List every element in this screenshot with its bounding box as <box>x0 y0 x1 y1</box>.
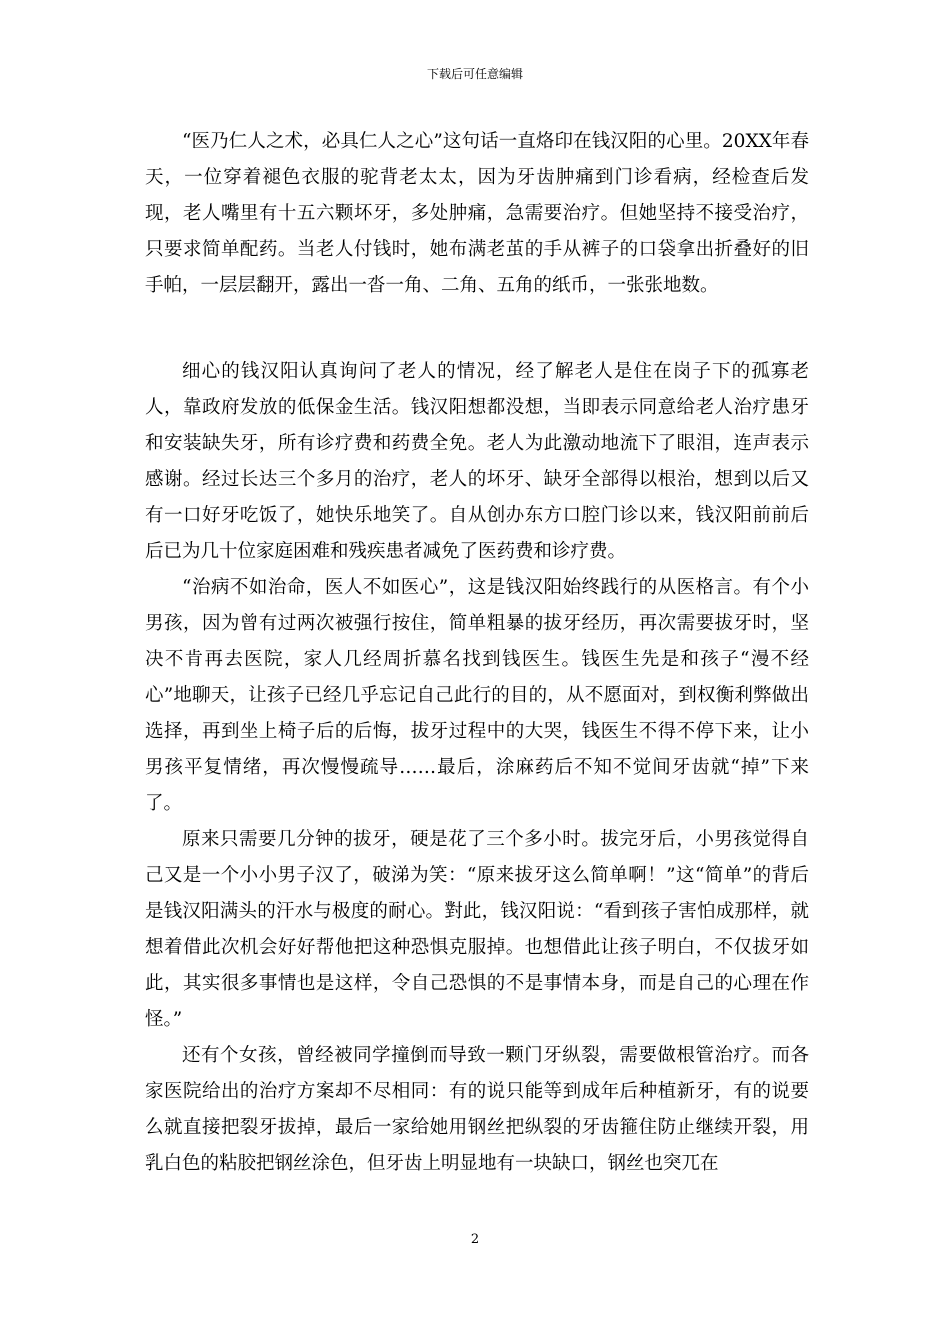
paragraph-5: 还有个女孩，曾经被同学撞倒而导致一颗门牙纵裂，需要做根管治疗。而各家医院给出的治疗方案却不尽相同：有的说只能等到成年后种植新牙，有的说要么就直接把裂牙拔掉，最后一家给她用钢丝把纵裂的牙齿箍住防止继续开裂，用乳白色的粘胶把钢丝涂色，但牙齿上明显地有一块缺口，钢丝也突兀在 <box>145 1045 809 1174</box>
paragraph-2: 细心的钱汉阳认真询问了老人的情况，经了解老人是住在岗子下的孤寡老人，靠政府发放的低保金生活。钱汉阳想都没想，当即表示同意给老人治疗患牙和安装缺失牙，所有诊疗费和药费全免。老人为此激动地流下了眼泪，连声表示感谢。经过长达三个多月的治疗，老人的坏牙、缺牙全部得以根治，想到以后又有一口好牙吃饭了，她快乐地笑了。自从创办东方口腔门诊以来，钱汉阳前前后后已为几十位家庭困难和残疾患者减免了医药费和诊疗费。 <box>145 361 809 562</box>
paragraph-3: “治病不如治命，医人不如医心”，这是钱汉阳始终践行的从医格言。有个小男孩，因为曾有过两次被强行按住，简单粗暴的拔牙经历，再次需要拔牙时，坚决不肯再去医院，家人几经周折慕名找到钱医生。钱医生先是和孩子“漫不经心”地聊天，让孩子已经几乎忘记自己此行的目的，从不愿面对，到权衡利弊做出选择，再到坐上椅子后的后悔，拔牙过程中的大哭，钱医生不得不停下来，让小男孩平复情绪，再次慢慢疏导……最后，涂麻药后不知不觉间牙齿就“掉”下来了。 <box>145 577 809 814</box>
paragraph-4: 原来只需要几分钟的拔牙，硬是花了三个多小时。拔完牙后，小男孩觉得自己又是一个小小男子汉了，破涕为笑：“原来拔牙这么简单啊！”这“简单”的背后是钱汉阳满头的汗水与极度的耐心。對此，钱汉阳说：“看到孩子害怕成那样，就想着借此次机会好好帮他把这种恐惧克服掉。也想借此让孩子明白，不仅拔牙如此，其实很多事情也是这样，令自己恐惧的不是事情本身，而是自己的心理在作怪。” <box>145 829 809 1030</box>
paragraph-1: “医乃仁人之术，必具仁人之心”这句话一直烙印在钱汉阳的心里。20XX年春天，一位穿着褪色衣服的驼背老太太，因为牙齿肿痛到门诊看病，经检查后发现，老人嘴里有十五六颗坏牙，多处肿痛，急需要治疗。但她坚持不接受治疗，只要求简单配药。当老人付钱时，她布满老茧的手从裤子的口袋拿出折叠好的旧手帕，一层层翻开，露出一沓一角、二角、五角的纸币，一张张地数。 <box>145 131 809 296</box>
document-body <box>145 124 809 1182</box>
page-number: 2 <box>470 1232 480 1247</box>
page-header: 下载后可任意编辑 <box>426 67 523 81</box>
